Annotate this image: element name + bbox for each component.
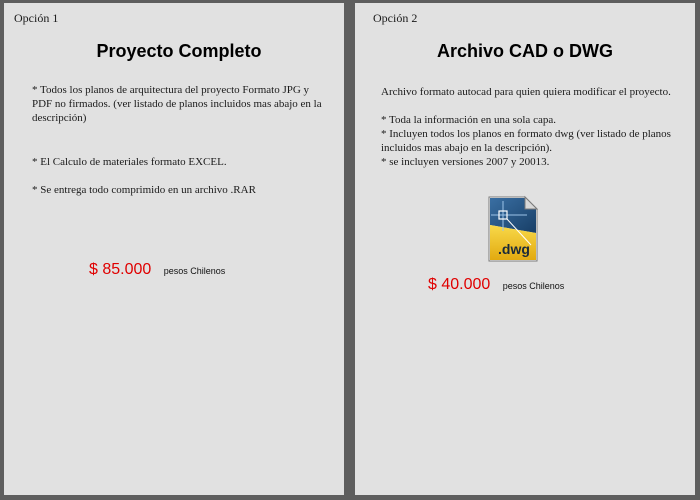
feature-item: * Toda la información en una sola capa. [381,114,556,126]
option-1-panel [4,3,344,495]
currency-note: pesos Chilenos [502,281,565,291]
feature-item: * Incluyen todos los planos en formato dwg (ver listado de planos incluidos mas abajo en la descripción). [381,128,671,154]
panel-title: Archivo CAD o DWG [436,41,613,61]
feature-item: * Se entrega todo comprimido en un archivo .RAR [32,184,256,196]
feature-item: * Todos los planos de arquitectura del proyecto Formato JPG y PDF no firmados. (ver listado de planos incluidos mas abajo en la descripción) [32,84,322,124]
price-row [89,261,225,279]
panel-title: Proyecto Completo [96,41,262,61]
option-label: Opción 2 [373,11,418,25]
dwg-file-icon [487,195,539,263]
price: $ 85.000 [89,261,152,278]
price-row [428,276,564,294]
option-label: Opción 1 [14,11,59,25]
description: Archivo formato autocad para quien quiera modificar el proyecto. [381,86,671,98]
feature-item: * se incluyen versiones 2007 y 20013. [381,156,550,168]
price: $ 40.000 [428,276,491,293]
currency-note: pesos Chilenos [163,266,226,276]
dwg-label: .dwg [498,241,530,257]
feature-item: * El Calculo de materiales formato EXCEL. [32,156,227,168]
option-2-panel [355,3,695,495]
